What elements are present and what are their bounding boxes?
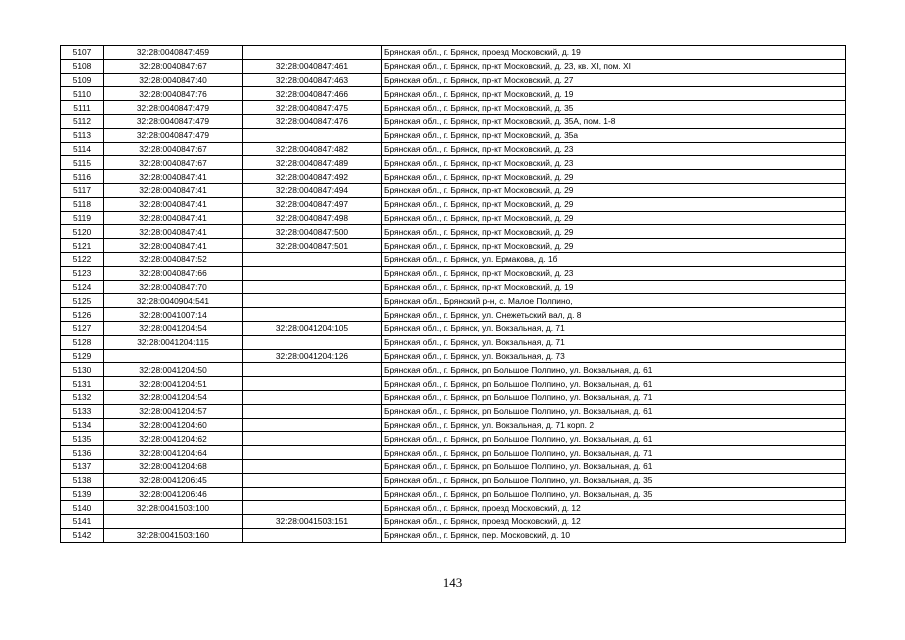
record-number-cell: 5134 (61, 418, 104, 432)
table-row (61, 377, 846, 391)
cadastral-number-cell: 32:28:0040847:41 (104, 197, 243, 211)
cadastral-number-cell: 32:28:0041204:64 (104, 446, 243, 460)
address-cell: Брянская обл., г. Брянск, рп Большое Полпино, ул. Вокзальная, д. 61 (382, 363, 846, 377)
cadastral-number-cell: 32:28:0040847:52 (104, 252, 243, 266)
table-row (61, 487, 846, 501)
table-row (61, 294, 846, 308)
related-cadastral-number-cell: 32:28:0040847:498 (243, 211, 382, 225)
related-cadastral-number-cell: 32:28:0041204:126 (243, 349, 382, 363)
table-row (61, 225, 846, 239)
record-number-cell: 5121 (61, 239, 104, 253)
record-number-cell: 5123 (61, 266, 104, 280)
related-cadastral-number-cell: 32:28:0040847:500 (243, 225, 382, 239)
registry-table-body (61, 46, 846, 543)
page-number: 143 (442, 575, 463, 590)
cadastral-number-cell: 32:28:0041206:46 (104, 487, 243, 501)
related-cadastral-number-cell (243, 294, 382, 308)
record-number-cell: 5116 (61, 170, 104, 184)
address-cell: Брянская обл., г. Брянск, пер. Московский, д. 10 (382, 528, 846, 542)
related-cadastral-number-cell (243, 528, 382, 542)
related-cadastral-number-cell (243, 308, 382, 322)
table-row (61, 73, 846, 87)
related-cadastral-number-cell (243, 46, 382, 60)
record-number-cell: 5120 (61, 225, 104, 239)
table-row (61, 418, 846, 432)
record-number-cell: 5135 (61, 432, 104, 446)
record-number-cell: 5127 (61, 321, 104, 335)
cadastral-number-cell: 32:28:0041204:115 (104, 335, 243, 349)
related-cadastral-number-cell (243, 280, 382, 294)
address-cell: Брянская обл., г. Брянск, рп Большое Полпино, ул. Вокзальная, д. 61 (382, 459, 846, 473)
table-row (61, 321, 846, 335)
related-cadastral-number-cell: 32:28:0040847:476 (243, 114, 382, 128)
address-cell: Брянская обл., г. Брянск, ул. Снежетьский вал, д. 8 (382, 308, 846, 322)
record-number-cell: 5113 (61, 128, 104, 142)
related-cadastral-number-cell: 32:28:0040847:501 (243, 239, 382, 253)
table-row (61, 280, 846, 294)
record-number-cell: 5137 (61, 459, 104, 473)
table-row (61, 266, 846, 280)
record-number-cell: 5118 (61, 197, 104, 211)
record-number-cell: 5107 (61, 46, 104, 60)
address-cell: Брянская обл., г. Брянск, рп Большое Полпино, ул. Вокзальная, д. 35 (382, 487, 846, 501)
address-cell: Брянская обл., г. Брянск, пр-кт Московский, д. 23 (382, 266, 846, 280)
cadastral-number-cell: 32:28:0040847:479 (104, 114, 243, 128)
record-number-cell: 5112 (61, 114, 104, 128)
related-cadastral-number-cell (243, 446, 382, 460)
record-number-cell: 5133 (61, 404, 104, 418)
related-cadastral-number-cell (243, 363, 382, 377)
address-cell: Брянская обл., г. Брянск, пр-кт Московский, д. 23 (382, 156, 846, 170)
cadastral-number-cell: 32:28:0040847:479 (104, 128, 243, 142)
table-row (61, 349, 846, 363)
related-cadastral-number-cell: 32:28:0040847:463 (243, 73, 382, 87)
cadastral-number-cell: 32:28:0041204:60 (104, 418, 243, 432)
address-cell: Брянская обл., г. Брянск, рп Большое Полпино, ул. Вокзальная, д. 61 (382, 432, 846, 446)
cadastral-number-cell: 32:28:0041206:45 (104, 473, 243, 487)
cadastral-number-cell (104, 349, 243, 363)
record-number-cell: 5108 (61, 59, 104, 73)
address-cell: Брянская обл., г. Брянск, пр-кт Московский, д. 29 (382, 170, 846, 184)
cadastral-number-cell: 32:28:0041204:54 (104, 390, 243, 404)
table-row (61, 432, 846, 446)
related-cadastral-number-cell: 32:28:0040847:489 (243, 156, 382, 170)
cadastral-number-cell: 32:28:0041204:51 (104, 377, 243, 391)
related-cadastral-number-cell (243, 128, 382, 142)
table-row (61, 515, 846, 529)
address-cell: Брянская обл., г. Брянск, рп Большое Полпино, ул. Вокзальная, д. 71 (382, 390, 846, 404)
table-row (61, 128, 846, 142)
table-row (61, 390, 846, 404)
table-row (61, 308, 846, 322)
table-row (61, 114, 846, 128)
record-number-cell: 5109 (61, 73, 104, 87)
related-cadastral-number-cell (243, 487, 382, 501)
record-number-cell: 5124 (61, 280, 104, 294)
table-row (61, 446, 846, 460)
table-row (61, 363, 846, 377)
address-cell: Брянская обл., г. Брянск, пр-кт Московский, д. 19 (382, 87, 846, 101)
table-row (61, 473, 846, 487)
cadastral-number-cell: 32:28:0040847:70 (104, 280, 243, 294)
table-row (61, 459, 846, 473)
cadastral-number-cell: 32:28:0040904:541 (104, 294, 243, 308)
record-number-cell: 5122 (61, 252, 104, 266)
cadastral-number-cell: 32:28:0040847:67 (104, 142, 243, 156)
cadastral-number-cell: 32:28:0041204:68 (104, 459, 243, 473)
related-cadastral-number-cell (243, 390, 382, 404)
table-row (61, 335, 846, 349)
address-cell: Брянская обл., г. Брянск, рп Большое Полпино, ул. Вокзальная, д. 71 (382, 446, 846, 460)
related-cadastral-number-cell (243, 459, 382, 473)
address-cell: Брянская обл., г. Брянск, пр-кт Московский, д. 23 (382, 142, 846, 156)
record-number-cell: 5132 (61, 390, 104, 404)
address-cell: Брянская обл., г. Брянск, ул. Вокзальная, д. 71 корп. 2 (382, 418, 846, 432)
record-number-cell: 5126 (61, 308, 104, 322)
table-row (61, 170, 846, 184)
record-number-cell: 5114 (61, 142, 104, 156)
address-cell: Брянская обл., г. Брянск, пр-кт Московский, д. 29 (382, 197, 846, 211)
cadastral-number-cell: 32:28:0040847:479 (104, 101, 243, 115)
table-row (61, 59, 846, 73)
cadastral-number-cell: 32:28:0041503:100 (104, 501, 243, 515)
cadastral-number-cell: 32:28:0041503:160 (104, 528, 243, 542)
cadastral-number-cell: 32:28:0040847:41 (104, 183, 243, 197)
record-number-cell: 5130 (61, 363, 104, 377)
related-cadastral-number-cell (243, 252, 382, 266)
table-row (61, 197, 846, 211)
record-number-cell: 5125 (61, 294, 104, 308)
address-cell: Брянская обл., г. Брянск, проезд Московский, д. 12 (382, 515, 846, 529)
related-cadastral-number-cell: 32:28:0041204:105 (243, 321, 382, 335)
cadastral-number-cell: 32:28:0040847:66 (104, 266, 243, 280)
related-cadastral-number-cell: 32:28:0040847:497 (243, 197, 382, 211)
address-cell: Брянская обл., г. Брянск, проезд Московский, д. 12 (382, 501, 846, 515)
address-cell: Брянская обл., Брянский р-н, с. Малое Полпино, (382, 294, 846, 308)
address-cell: Брянская обл., г. Брянск, ул. Вокзальная, д. 71 (382, 335, 846, 349)
table-row (61, 252, 846, 266)
table-row (61, 142, 846, 156)
cadastral-number-cell: 32:28:0040847:41 (104, 239, 243, 253)
record-number-cell: 5128 (61, 335, 104, 349)
address-cell: Брянская обл., г. Брянск, рп Большое Полпино, ул. Вокзальная, д. 61 (382, 377, 846, 391)
cadastral-number-cell (104, 515, 243, 529)
address-cell: Брянская обл., г. Брянск, пр-кт Московский, д. 27 (382, 73, 846, 87)
table-row (61, 528, 846, 542)
related-cadastral-number-cell (243, 404, 382, 418)
address-cell: Брянская обл., г. Брянск, пр-кт Московский, д. 35А, пом. 1-8 (382, 114, 846, 128)
table-row (61, 404, 846, 418)
related-cadastral-number-cell (243, 377, 382, 391)
cadastral-number-cell: 32:28:0040847:40 (104, 73, 243, 87)
record-number-cell: 5131 (61, 377, 104, 391)
cadastral-number-cell: 32:28:0040847:67 (104, 156, 243, 170)
address-cell: Брянская обл., г. Брянск, пр-кт Московский, д. 29 (382, 225, 846, 239)
cadastral-number-cell: 32:28:0041204:54 (104, 321, 243, 335)
related-cadastral-number-cell: 32:28:0040847:492 (243, 170, 382, 184)
related-cadastral-number-cell (243, 418, 382, 432)
related-cadastral-number-cell: 32:28:0040847:466 (243, 87, 382, 101)
related-cadastral-number-cell: 32:28:0040847:482 (243, 142, 382, 156)
record-number-cell: 5140 (61, 501, 104, 515)
cadastral-number-cell: 32:28:0041204:50 (104, 363, 243, 377)
record-number-cell: 5136 (61, 446, 104, 460)
address-cell: Брянская обл., г. Брянск, проезд Московский, д. 19 (382, 46, 846, 60)
address-cell: Брянская обл., г. Брянск, пр-кт Московский, д. 29 (382, 211, 846, 225)
address-cell: Брянская обл., г. Брянск, рп Большое Полпино, ул. Вокзальная, д. 35 (382, 473, 846, 487)
table-row (61, 501, 846, 515)
property-registry-table (60, 45, 846, 543)
related-cadastral-number-cell: 32:28:0040847:494 (243, 183, 382, 197)
address-cell: Брянская обл., г. Брянск, пр-кт Московский, д. 35а (382, 128, 846, 142)
record-number-cell: 5138 (61, 473, 104, 487)
table-row (61, 239, 846, 253)
record-number-cell: 5110 (61, 87, 104, 101)
address-cell: Брянская обл., г. Брянск, ул. Вокзальная, д. 71 (382, 321, 846, 335)
record-number-cell: 5142 (61, 528, 104, 542)
cadastral-number-cell: 32:28:0040847:459 (104, 46, 243, 60)
related-cadastral-number-cell (243, 266, 382, 280)
related-cadastral-number-cell: 32:28:0040847:475 (243, 101, 382, 115)
address-cell: Брянская обл., г. Брянск, пр-кт Московский, д. 23, кв. XI, пом. XI (382, 59, 846, 73)
record-number-cell: 5129 (61, 349, 104, 363)
record-number-cell: 5117 (61, 183, 104, 197)
address-cell: Брянская обл., г. Брянск, пр-кт Московский, д. 29 (382, 183, 846, 197)
related-cadastral-number-cell: 32:28:0041503:151 (243, 515, 382, 529)
record-number-cell: 5115 (61, 156, 104, 170)
related-cadastral-number-cell (243, 432, 382, 446)
table-row (61, 211, 846, 225)
address-cell: Брянская обл., г. Брянск, пр-кт Московский, д. 29 (382, 239, 846, 253)
cadastral-number-cell: 32:28:0041204:57 (104, 404, 243, 418)
cadastral-number-cell: 32:28:0040847:41 (104, 170, 243, 184)
record-number-cell: 5111 (61, 101, 104, 115)
address-cell: Брянская обл., г. Брянск, ул. Ермакова, д. 1б (382, 252, 846, 266)
related-cadastral-number-cell (243, 473, 382, 487)
table-row (61, 87, 846, 101)
cadastral-number-cell: 32:28:0040847:76 (104, 87, 243, 101)
address-cell: Брянская обл., г. Брянск, ул. Вокзальная, д. 73 (382, 349, 846, 363)
table-row (61, 183, 846, 197)
related-cadastral-number-cell (243, 335, 382, 349)
address-cell: Брянская обл., г. Брянск, рп Большое Полпино, ул. Вокзальная, д. 61 (382, 404, 846, 418)
cadastral-number-cell: 32:28:0040847:41 (104, 211, 243, 225)
record-number-cell: 5141 (61, 515, 104, 529)
table-row (61, 101, 846, 115)
record-number-cell: 5119 (61, 211, 104, 225)
address-cell: Брянская обл., г. Брянск, пр-кт Московский, д. 19 (382, 280, 846, 294)
cadastral-number-cell: 32:28:0040847:41 (104, 225, 243, 239)
cadastral-number-cell: 32:28:0040847:67 (104, 59, 243, 73)
address-cell: Брянская обл., г. Брянск, пр-кт Московский, д. 35 (382, 101, 846, 115)
related-cadastral-number-cell: 32:28:0040847:461 (243, 59, 382, 73)
cadastral-number-cell: 32:28:0041007:14 (104, 308, 243, 322)
table-row (61, 156, 846, 170)
record-number-cell: 5139 (61, 487, 104, 501)
cadastral-number-cell: 32:28:0041204:62 (104, 432, 243, 446)
related-cadastral-number-cell (243, 501, 382, 515)
table-row (61, 46, 846, 60)
